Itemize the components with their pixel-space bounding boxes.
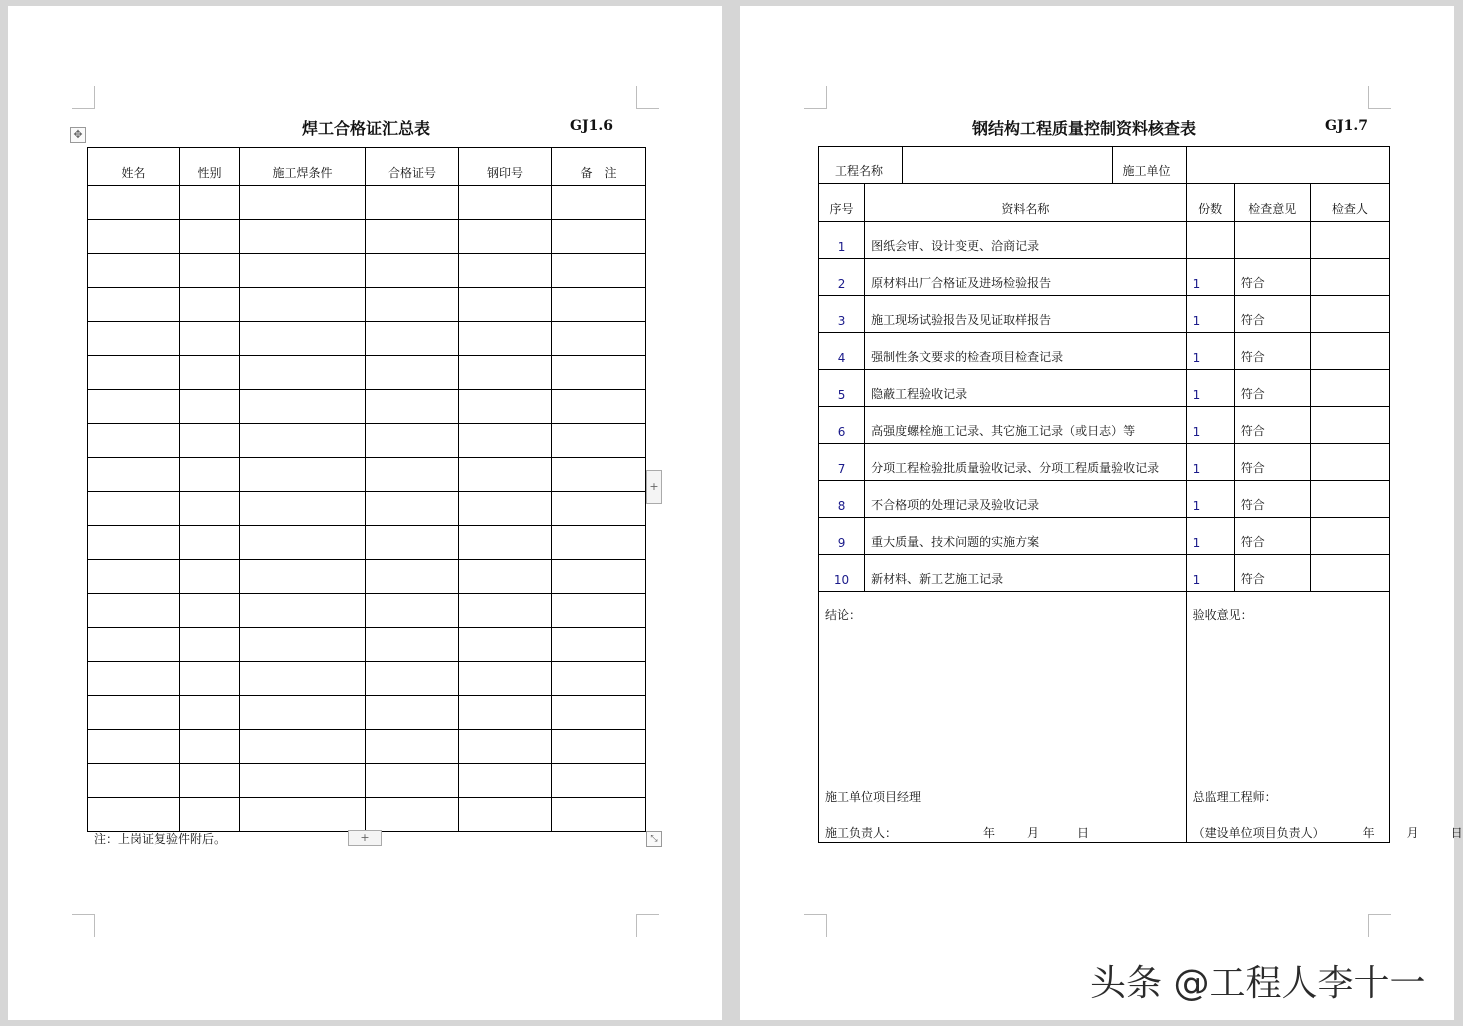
row-copies[interactable]: 1 — [1186, 259, 1234, 296]
table-cell[interactable] — [180, 254, 240, 288]
table-cell[interactable] — [459, 594, 552, 628]
table-cell[interactable] — [180, 594, 240, 628]
table-cell[interactable] — [180, 526, 240, 560]
table-cell[interactable] — [459, 798, 552, 832]
row-opinion[interactable]: 符合 — [1234, 518, 1310, 555]
table-cell[interactable] — [366, 662, 459, 696]
table-cell[interactable] — [240, 798, 366, 832]
row-opinion[interactable]: 符合 — [1234, 370, 1310, 407]
table-cell[interactable] — [240, 594, 366, 628]
table-cell[interactable] — [459, 730, 552, 764]
table-row — [88, 628, 646, 662]
row-opinion[interactable]: 符合 — [1234, 555, 1310, 592]
table-cell[interactable] — [88, 356, 180, 390]
table-resize-handle[interactable] — [646, 831, 662, 847]
margin-corner-mark — [72, 86, 95, 109]
table-row — [88, 322, 646, 356]
table-cell[interactable] — [240, 560, 366, 594]
table-cell[interactable] — [88, 220, 180, 254]
table-cell[interactable] — [240, 288, 366, 322]
row-doc-name[interactable]: 原材料出厂合格证及进场检验报告 — [865, 259, 1187, 296]
table-row — [88, 526, 646, 560]
conclusion-pm-label: 施工单位项目经理 — [825, 790, 922, 804]
row-seq[interactable]: 1 — [819, 222, 865, 259]
check-table-title: 钢结构工程质量控制资料核查表 — [972, 119, 1197, 138]
row-copies[interactable]: 1 — [1186, 407, 1234, 444]
table-cell[interactable] — [459, 526, 552, 560]
table-cell[interactable] — [366, 254, 459, 288]
table-row — [88, 492, 646, 526]
table-row — [819, 481, 1390, 518]
table-cell[interactable] — [180, 288, 240, 322]
row-checker[interactable] — [1310, 222, 1389, 259]
table-cell[interactable] — [240, 492, 366, 526]
table-cell[interactable] — [180, 220, 240, 254]
table-cell[interactable] — [240, 356, 366, 390]
table-cell[interactable] — [552, 628, 646, 662]
welder-certificate-table — [87, 147, 646, 832]
table-header-row — [88, 148, 646, 186]
col-header-opinion: 检查意见 — [1234, 184, 1310, 222]
row-seq[interactable]: 9 — [819, 518, 865, 555]
table-cell[interactable] — [552, 220, 646, 254]
table-cell[interactable] — [88, 186, 180, 220]
table-cell[interactable] — [366, 492, 459, 526]
table-row — [88, 424, 646, 458]
table-cell[interactable] — [180, 186, 240, 220]
row-seq[interactable]: 4 — [819, 333, 865, 370]
table-cell[interactable] — [240, 390, 366, 424]
row-copies[interactable]: 1 — [1186, 333, 1234, 370]
table-cell[interactable] — [240, 186, 366, 220]
table-cell[interactable] — [88, 526, 180, 560]
row-opinion[interactable]: 符合 — [1234, 407, 1310, 444]
row-seq[interactable]: 7 — [819, 444, 865, 481]
row-checker[interactable] — [1310, 444, 1389, 481]
table-cell[interactable] — [366, 458, 459, 492]
table-cell[interactable] — [240, 254, 366, 288]
row-opinion[interactable] — [1234, 222, 1310, 259]
table-cell[interactable] — [366, 186, 459, 220]
table-cell[interactable] — [240, 458, 366, 492]
add-column-button[interactable] — [646, 470, 662, 504]
col-header-stamp-no: 钢印号 — [459, 148, 552, 186]
row-copies[interactable]: 1 — [1186, 296, 1234, 333]
table-cell[interactable] — [366, 560, 459, 594]
table-cell[interactable] — [88, 730, 180, 764]
project-name-field[interactable] — [903, 147, 1112, 184]
row-doc-name[interactable]: 隐蔽工程验收记录 — [865, 370, 1187, 407]
table-cell[interactable] — [88, 254, 180, 288]
table-cell[interactable] — [240, 526, 366, 560]
col-header-welding-condition: 施工焊条件 — [240, 148, 366, 186]
table-cell[interactable] — [459, 322, 552, 356]
row-copies[interactable]: 1 — [1186, 481, 1234, 518]
row-opinion[interactable]: 符合 — [1234, 333, 1310, 370]
table-cell[interactable] — [552, 594, 646, 628]
table-cell[interactable] — [459, 356, 552, 390]
acceptance-label: 验收意见： — [1192, 608, 1253, 622]
table-row — [88, 390, 646, 424]
table-cell[interactable] — [180, 798, 240, 832]
row-checker[interactable] — [1310, 296, 1389, 333]
table-cell[interactable] — [459, 288, 552, 322]
table-cell[interactable] — [366, 628, 459, 662]
margin-corner-mark — [636, 86, 659, 109]
table-cell[interactable] — [552, 356, 646, 390]
table-cell[interactable] — [459, 696, 552, 730]
margin-corner-mark — [72, 914, 95, 937]
welder-table-title: 焊工合格证汇总表 — [302, 119, 431, 138]
col-header-checker: 检查人 — [1310, 184, 1389, 222]
table-footnote: 注：上岗证复验件附后。 — [94, 832, 227, 846]
table-cell[interactable] — [552, 798, 646, 832]
table-row — [819, 259, 1390, 296]
table-cell[interactable] — [552, 764, 646, 798]
row-opinion[interactable]: 符合 — [1234, 444, 1310, 481]
row-checker[interactable] — [1310, 407, 1389, 444]
move-icon: ✥ — [73, 128, 83, 141]
table-cell[interactable] — [366, 322, 459, 356]
table-cell[interactable] — [366, 594, 459, 628]
row-seq[interactable]: 10 — [819, 555, 865, 592]
table-cell[interactable] — [552, 254, 646, 288]
table-row — [88, 254, 646, 288]
table-cell[interactable] — [366, 424, 459, 458]
table-row — [88, 798, 646, 832]
table-cell[interactable] — [180, 322, 240, 356]
row-doc-name[interactable]: 施工现场试验报告及见证取样报告 — [865, 296, 1187, 333]
acceptance-supervisor-label: 总监理工程师： — [1192, 790, 1277, 804]
table-row — [819, 518, 1390, 555]
table-cell[interactable] — [240, 696, 366, 730]
table-row — [88, 356, 646, 390]
acceptance-month-label: 月 — [1406, 826, 1419, 840]
table-cell[interactable] — [459, 254, 552, 288]
table-cell[interactable] — [459, 458, 552, 492]
table-row — [819, 222, 1390, 259]
acceptance-cell[interactable] — [1186, 592, 1463, 843]
table-cell[interactable] — [552, 526, 646, 560]
row-copies[interactable]: 1 — [1186, 555, 1234, 592]
table-cell[interactable] — [180, 696, 240, 730]
check-table-code: GJ1.7 — [1325, 118, 1368, 134]
project-name-label: 工程名称 — [819, 147, 903, 184]
margin-corner-mark — [1368, 914, 1391, 937]
margin-corner-mark — [636, 914, 659, 937]
table-cell[interactable] — [180, 628, 240, 662]
table-cell[interactable] — [366, 526, 459, 560]
table-cell[interactable] — [459, 560, 552, 594]
table-cell[interactable] — [180, 730, 240, 764]
project-info-row — [819, 147, 1390, 184]
conclusion-label: 结论： — [825, 608, 862, 622]
table-row — [88, 594, 646, 628]
acceptance-year-label: 年 — [1362, 826, 1375, 840]
table-cell[interactable] — [552, 458, 646, 492]
table-cell[interactable] — [180, 560, 240, 594]
table-cell[interactable] — [459, 390, 552, 424]
table-cell[interactable] — [366, 220, 459, 254]
table-cell[interactable] — [180, 492, 240, 526]
margin-corner-mark — [804, 914, 827, 937]
table-cell[interactable] — [240, 220, 366, 254]
table-move-handle[interactable] — [70, 127, 86, 143]
row-checker[interactable] — [1310, 333, 1389, 370]
table-cell[interactable] — [552, 424, 646, 458]
row-opinion[interactable]: 符合 — [1234, 481, 1310, 518]
col-header-gender: 性别 — [180, 148, 240, 186]
row-seq[interactable]: 6 — [819, 407, 865, 444]
margin-corner-mark — [804, 86, 827, 109]
row-opinion[interactable]: 符合 — [1234, 296, 1310, 333]
table-row — [88, 730, 646, 764]
table-cell[interactable] — [88, 764, 180, 798]
table-cell[interactable] — [180, 356, 240, 390]
table-cell[interactable] — [459, 492, 552, 526]
col-header-certificate-no: 合格证号 — [366, 148, 459, 186]
table-cell[interactable] — [552, 696, 646, 730]
table-cell[interactable] — [552, 492, 646, 526]
table-cell[interactable] — [552, 662, 646, 696]
column-header-row — [819, 184, 1390, 222]
table-cell[interactable] — [240, 628, 366, 662]
source-watermark: 头条 @工程人李十一 — [1090, 963, 1426, 1004]
table-cell[interactable] — [88, 288, 180, 322]
table-row — [88, 186, 646, 220]
table-cell[interactable] — [459, 628, 552, 662]
row-doc-name[interactable]: 图纸会审、设计变更、洽商记录 — [865, 222, 1187, 259]
row-doc-name[interactable]: 分项工程检验批质量验收记录、分项工程质量验收记录 — [865, 444, 1187, 481]
table-row — [88, 288, 646, 322]
col-header-seq: 序号 — [819, 184, 865, 222]
table-cell[interactable] — [366, 390, 459, 424]
table-cell[interactable] — [552, 560, 646, 594]
margin-corner-mark — [1368, 86, 1391, 109]
row-doc-name[interactable]: 重大质量、技术问题的实施方案 — [865, 518, 1187, 555]
conclusion-cell[interactable] — [819, 592, 1187, 843]
row-doc-name[interactable]: 不合格项的处理记录及验收记录 — [865, 481, 1187, 518]
table-cell[interactable] — [552, 186, 646, 220]
table-cell[interactable] — [88, 594, 180, 628]
table-cell[interactable] — [88, 662, 180, 696]
table-cell[interactable] — [240, 424, 366, 458]
quality-control-check-table — [818, 146, 1463, 843]
row-doc-name[interactable]: 高强度螺栓施工记录、其它施工记录（或日志）等 — [865, 407, 1187, 444]
table-row — [88, 764, 646, 798]
table-cell[interactable] — [88, 628, 180, 662]
table-cell[interactable] — [88, 322, 180, 356]
conclusion-day-label: 日 — [1077, 826, 1090, 840]
row-doc-name[interactable]: 新材料、新工艺施工记录 — [865, 555, 1187, 592]
table-cell[interactable] — [366, 764, 459, 798]
table-row — [88, 662, 646, 696]
table-cell[interactable] — [180, 662, 240, 696]
col-header-remarks: 备 注 — [552, 148, 646, 186]
table-cell[interactable] — [459, 424, 552, 458]
add-row-button[interactable] — [348, 830, 382, 846]
row-seq[interactable]: 2 — [819, 259, 865, 296]
welder-table-code: GJ1.6 — [570, 118, 613, 134]
document-page-right — [740, 6, 1463, 1020]
table-cell[interactable] — [180, 764, 240, 798]
table-row — [819, 444, 1390, 481]
table-cell[interactable] — [180, 424, 240, 458]
table-cell[interactable] — [240, 322, 366, 356]
row-seq[interactable]: 3 — [819, 296, 865, 333]
table-cell[interactable] — [552, 288, 646, 322]
table-cell[interactable] — [88, 492, 180, 526]
table-cell[interactable] — [459, 220, 552, 254]
table-cell[interactable] — [366, 696, 459, 730]
table-cell[interactable] — [88, 798, 180, 832]
row-checker[interactable] — [1310, 259, 1389, 296]
table-row — [819, 407, 1390, 444]
row-checker[interactable] — [1310, 518, 1389, 555]
row-copies[interactable]: 1 — [1186, 444, 1234, 481]
contractor-label: 施工单位 — [1112, 147, 1186, 184]
plus-icon: + — [649, 480, 659, 493]
table-cell[interactable] — [88, 458, 180, 492]
plus-icon: + — [360, 831, 370, 844]
row-checker[interactable] — [1310, 481, 1389, 518]
table-row — [88, 220, 646, 254]
col-header-doc-name: 资料名称 — [865, 184, 1187, 222]
table-cell[interactable] — [552, 390, 646, 424]
table-cell[interactable] — [366, 798, 459, 832]
table-row — [819, 333, 1390, 370]
row-copies[interactable] — [1186, 222, 1234, 259]
acceptance-owner-label: （建设单位项目负责人） — [1192, 826, 1325, 840]
table-cell[interactable] — [366, 730, 459, 764]
table-row — [819, 296, 1390, 333]
table-cell[interactable] — [88, 424, 180, 458]
table-cell[interactable] — [459, 186, 552, 220]
table-cell[interactable] — [552, 322, 646, 356]
table-cell[interactable] — [88, 560, 180, 594]
table-cell[interactable] — [88, 696, 180, 730]
table-row — [819, 555, 1390, 592]
row-seq[interactable]: 5 — [819, 370, 865, 407]
resize-icon: ⤡ — [650, 834, 658, 844]
table-cell[interactable] — [240, 662, 366, 696]
row-opinion[interactable]: 符合 — [1234, 259, 1310, 296]
row-copies[interactable]: 1 — [1186, 518, 1234, 555]
table-cell[interactable] — [366, 288, 459, 322]
col-header-copies: 份数 — [1186, 184, 1234, 222]
conclusion-responsible-label: 施工负责人： — [825, 826, 898, 840]
table-cell[interactable] — [180, 390, 240, 424]
col-header-name: 姓名 — [88, 148, 180, 186]
table-cell[interactable] — [459, 764, 552, 798]
signature-row — [819, 592, 1390, 843]
table-cell[interactable] — [459, 662, 552, 696]
row-copies[interactable]: 1 — [1186, 370, 1234, 407]
table-cell[interactable] — [240, 730, 366, 764]
table-row — [88, 458, 646, 492]
row-seq[interactable]: 8 — [819, 481, 865, 518]
table-row — [819, 370, 1390, 407]
row-checker[interactable] — [1310, 370, 1389, 407]
conclusion-month-label: 月 — [1027, 826, 1040, 840]
table-cell[interactable] — [180, 458, 240, 492]
acceptance-day-label: 日 — [1450, 826, 1463, 840]
conclusion-year-label: 年 — [983, 826, 996, 840]
table-row — [88, 696, 646, 730]
table-cell[interactable] — [88, 390, 180, 424]
contractor-field[interactable] — [1186, 147, 1389, 184]
document-page-left — [8, 6, 722, 1020]
table-cell[interactable] — [552, 730, 646, 764]
row-checker[interactable] — [1310, 555, 1389, 592]
table-row — [88, 560, 646, 594]
table-cell[interactable] — [240, 764, 366, 798]
row-doc-name[interactable]: 强制性条文要求的检查项目检查记录 — [865, 333, 1187, 370]
table-cell[interactable] — [366, 356, 459, 390]
